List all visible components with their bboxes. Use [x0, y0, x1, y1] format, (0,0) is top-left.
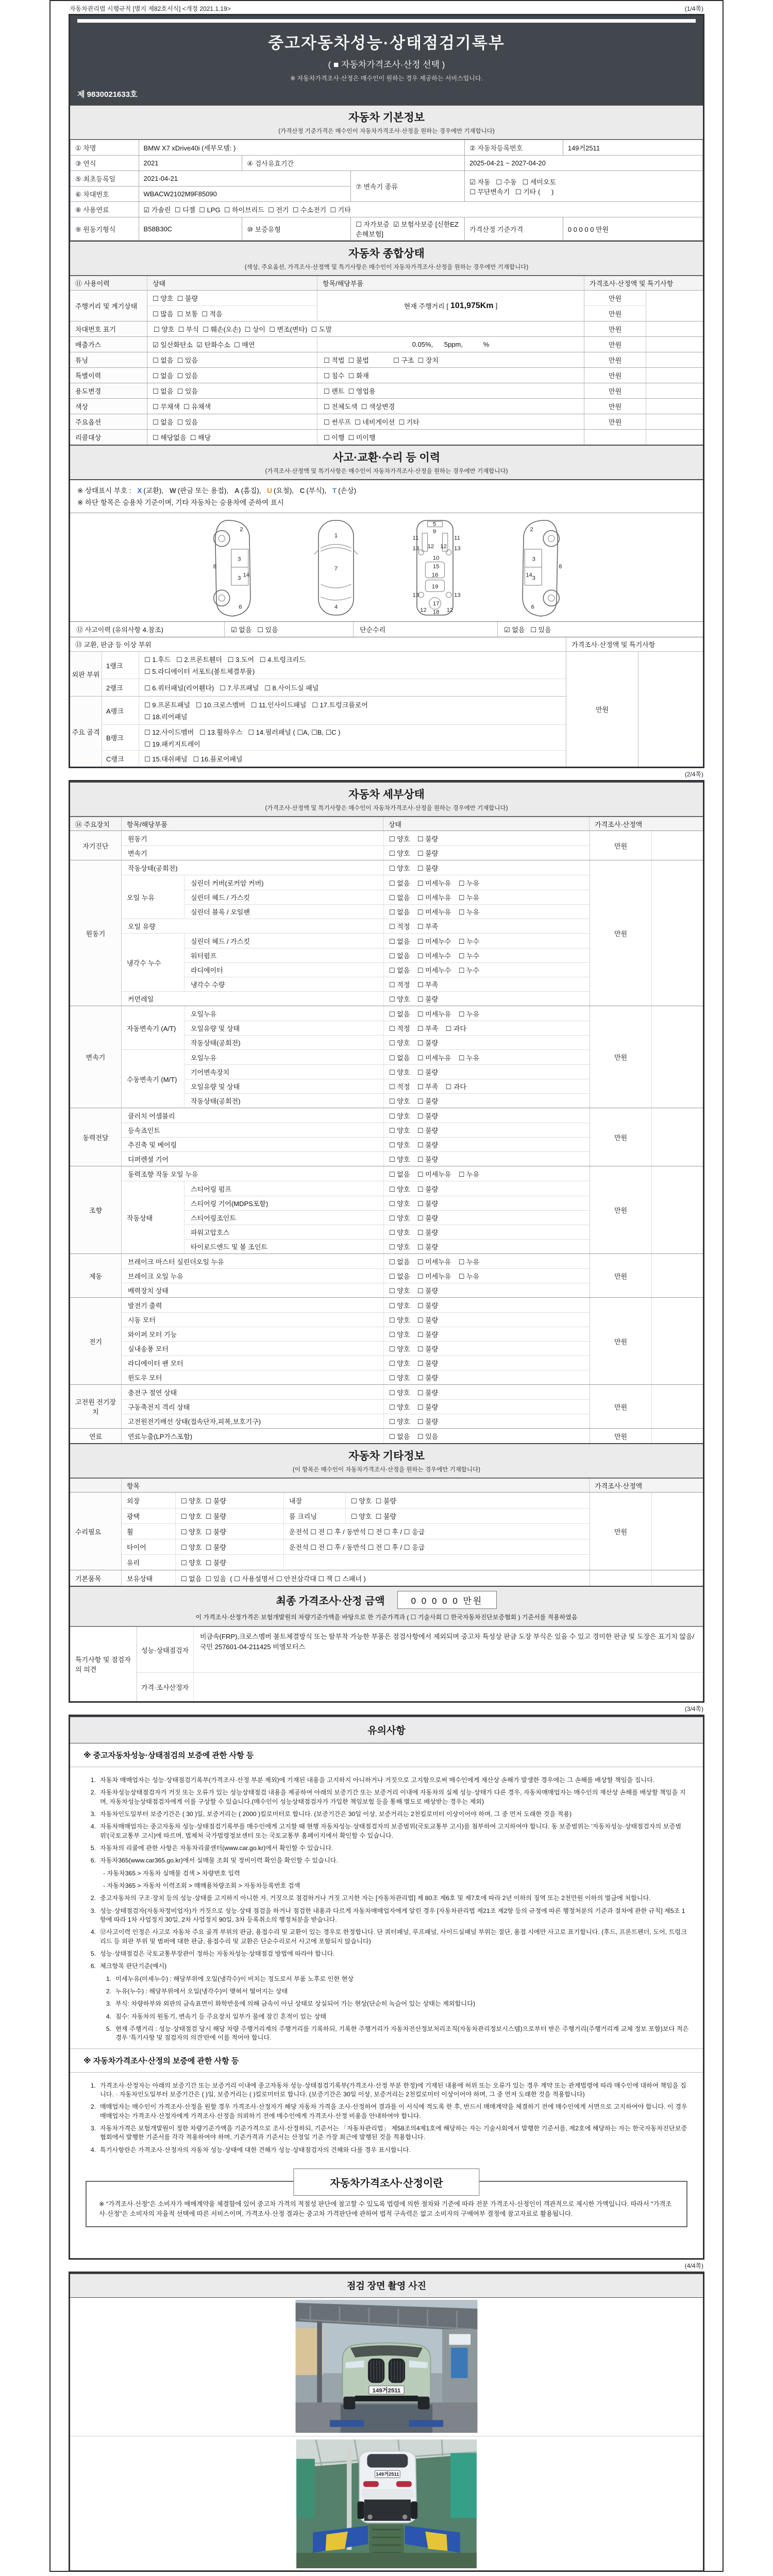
etc-repair-group: 수리필요 외장 ☐ 양호 ☐ 불량 내장 ☐ 양호 ☐ 불량 광택 ☐ 양호 ☐ 불량 룸 크리닝 ☐ 양호 ☐ 불량 휠 ☐ 양호 ☐ 불량 운전석 ☐ 전 ☐ 후 / 동반석 ☐ 전 ☐ 후 / ☐ 응급 타이어 ☐ 양호 ☐ 불량 운전석 ☐ 전 ☐ 후 / 동반석 ☐ 전 ☐ 후 / ☐ 응급 유리 ☐ 양호 ☐ 불량 만원: [70, 1492, 703, 1570]
detail-band: [70, 782, 703, 817]
notice-title: 유의사항: [367, 1725, 406, 1736]
notice-band: [70, 1716, 703, 1743]
transmission-label: ⑦ 변속기 종류: [351, 171, 465, 202]
group-powertrain: 동력전달 클러치 어셈블리 ☐ 양호 ☐ 불량 등속죠인트 ☐ 양호 ☐ 불량 추진축 및 베어링 ☐ 양호 ☐ 불량 디퍼렌셜 기어 ☐ 양호 ☐ 불량 만원: [70, 1108, 703, 1166]
simple-repair-state: ☑ 없음 ☐ 있음: [504, 626, 551, 634]
legend-code-t: T: [332, 487, 337, 495]
legend-code-x: X: [137, 487, 142, 495]
svg-text:8: 8: [559, 564, 562, 570]
first-reg-label: ⑤ 최초등록일: [71, 171, 139, 187]
remarks-label: 특기사항 및 점검자의 의견: [70, 1627, 137, 1701]
svg-text:16: 16: [431, 572, 439, 579]
transmission-options-line2: ☐ 무단변속기 ☐ 기타 ( ): [469, 188, 554, 196]
outer-panel-group: 외판 부위 1랭크 ☐ 1.후드 ☐ 2.프론트휀더 ☐ 3.도어 ☐ 4.트렁크리드 ☐ 5.라디에이터 서포트(볼트체결부품) 2랭크 ☐ 6.쿼터패널(리어휀다) ☐ 7.루프패널 ☐ 8.사이드실 패널: [70, 652, 566, 696]
panel-title: ⑬ 교환, 판금 등 이상 부위: [75, 641, 152, 649]
col-state: 상태: [147, 276, 317, 290]
inspection-value: 2025-04-21 ~ 2027-04-20: [465, 156, 703, 171]
svg-text:13: 13: [412, 592, 419, 599]
final-price-note: 이 가격조사·산정가격은 보험개발원의 차량기준가액을 바탕으로 한 기준가격과 ( ☐ 기술사회 ☐ 한국자동차진단보증협회 ) 기준서를 적용하였음: [195, 1614, 578, 1621]
accident-band: [70, 445, 703, 480]
overall-band: [70, 241, 703, 276]
transmission-options: [465, 171, 703, 202]
final-price-amount: 0 0 0 0 0 만원: [397, 1591, 497, 1609]
row-vin-mark: 차대번호 표기 ☐ 양호 ☐ 부식 ☐ 훼손(오손) ☐ 상이 ☐ 변조(변타) ☐ 도말 만원: [70, 321, 703, 336]
price-definition-box: [86, 2177, 687, 2227]
svg-text:6: 6: [239, 604, 242, 611]
page-3: [69, 1715, 704, 2260]
document-note: ※ 자동차가격조사·산정은 매수인이 원하는 경우 제공하는 서비스입니다.: [290, 75, 483, 82]
top-meta-line: [69, 1, 704, 14]
svg-text:6: 6: [531, 604, 534, 611]
legend-note: ※ 하단 항목은 승용차 기준이며, 기타 자동차는 승용차에 준하여 표시: [77, 499, 284, 506]
svg-text:2: 2: [240, 526, 243, 533]
car-name-value: BMW X7 xDrive40i (세부모델: ): [139, 140, 465, 156]
panel-price-col: 가격조사·산정액 및 특기사항: [566, 637, 703, 651]
svg-text:11: 11: [454, 535, 460, 541]
page-4: [69, 2272, 704, 2572]
svg-text:149거2511: 149거2511: [376, 2471, 399, 2477]
svg-text:8: 8: [213, 564, 217, 570]
group-steering: 조향 동력조향 작동 오일 누유 ☐ 없음 ☐ 미세누유 ☐ 누유 작동상태 스티어링 펌프 ☐ 양호 ☐ 불량 스티어링 기어(MDPS포함) ☐ 양호 ☐ 불량 스티어링조인트 ☐ 양호 ☐ 불량 파워고압호스 ☐ 양호 ☐ 불량 타이로드엔드 및 볼 조인트 ☐ 양호 ☐ 불량 만원: [70, 1166, 703, 1253]
mileage-pre: 현재 주행거리 [: [404, 302, 448, 310]
mileage-post: ]: [495, 302, 498, 310]
etc-basic-items-group: 기본품목 보유상태 ☐ 없음 ☐ 있음 ( ☐ 사용설명서 ☐ 안전삼각대 ☐ 잭 ☐ 스패너 ): [70, 1570, 703, 1586]
row-color: 색상 ☐ 무채색 ☐ 유채색 ☐ 전체도색 ☐ 색상변경 만원: [70, 398, 703, 414]
mileage-remark: [646, 291, 703, 321]
accident-history-row: [70, 621, 703, 637]
svg-text:5: 5: [432, 521, 436, 528]
detail-table-header: ⑭ 주요장치 항목/해당부품 상태 가격조사·산정액: [70, 817, 703, 831]
overall-subtitle: (색상, 주요옵션, 가격조사·산정액 및 특기사항은 매수인이 자동차가격조사·산정을 원하는 경우에만 기재합니다): [244, 264, 529, 270]
col-use-history: ⑪ 사용이력: [70, 276, 147, 290]
panel-remark-blank: [638, 652, 703, 767]
mileage-state-2: ☐ 많음 ☐ 보통 ☐ 적음: [147, 306, 317, 321]
etc-subtitle: (이 항목은 매수인이 자동차가격조사·산정을 원하는 경우에만 기재합니다): [293, 1467, 480, 1473]
inspection-label: ④ 검사유효기간: [242, 156, 465, 171]
overall-table-header: [70, 276, 703, 290]
row-special-history: 특별이력 ☐ 없음 ☐ 있음 ☐ 침수 ☐ 화재 만원: [70, 367, 703, 383]
notice-section1-title: ※ 중고자동차성능·상태점검의 보증에 관한 사항 등: [70, 1743, 703, 1767]
svg-text:3: 3: [238, 556, 241, 563]
price-definition-text: ※ "가격조사·산정"은 소비자가 매매계약을 체결함에 있어 중고차 가격의 적절성 판단에 참고할 수 있도록 법령에 의한 절차와 기준에 따라 전문 가격조사·산정인이 객관적으로 제시한 가액입니다. 따라서 "가격조사·산정"은 소비자의 자율적 선택에 따른 서비스이며, 가격조사·산정 결과는 중고차 가격판단에 관하여 법적 구속력은 없고 소비자의 구매여부 결정에 참고자료로 활용됩니다.: [99, 2200, 672, 2218]
svg-text:2: 2: [530, 526, 533, 533]
legend-code-a: A: [234, 487, 240, 495]
base-price-value: 0 0 0 0 0 만원: [563, 217, 702, 241]
row-usage-change: 용도변경 ☐ 없음 ☐ 있음 ☐ 렌트 ☐ 영업용 만원: [70, 383, 703, 398]
reg-no-label: ② 자동차등록번호: [465, 140, 563, 156]
final-price-band: [70, 1586, 703, 1626]
year-label: ③ 연식: [71, 156, 139, 171]
svg-text:17: 17: [432, 601, 440, 607]
svg-text:4: 4: [334, 604, 338, 611]
svg-text:3: 3: [532, 556, 535, 563]
group-electric: 전기 발전기 출력 ☐ 양호 ☐ 불량 시동 모터 ☐ 양호 ☐ 불량 와이퍼 모터 기능 ☐ 양호 ☐ 불량 실내송풍 모터 ☐ 양호 ☐ 불량 라디에이터 팬 모터 ☐ 양호 ☐ 불량 윈도우 모터 ☐ 양호 ☐ 불량 만원: [70, 1297, 703, 1384]
etc-band: [70, 1443, 703, 1478]
simple-repair-label: 단순수리: [354, 622, 498, 637]
document-frame: [49, 0, 724, 2572]
document-title: 중고자동차성능·상태점검기록부: [268, 34, 505, 52]
mileage-state-1: ☐ 양호 ☐ 불량: [153, 295, 198, 303]
fuel-options: ☑ 가솔린 ☐ 디젤 ☐ LPG ☐ 하이브리드 ☐ 전기 ☐ 수소전기 ☐ 기타: [139, 202, 702, 217]
car-damage-diagram: [70, 513, 703, 621]
svg-text:1: 1: [334, 533, 338, 539]
car-top-view: [302, 517, 370, 618]
svg-text:13: 13: [454, 545, 461, 552]
photos-title: 점검 장면 촬영 사진: [346, 2281, 427, 2291]
group-high-voltage: 고전원 전기장치 충전구 절연 상태 ☐ 양호 ☐ 불량 구동축전지 격리 상태 ☐ 양호 ☐ 불량 고전원전기배선 상태(접속단자,피복,보호기구) ☐ 양호 ☐ 불량 만원: [70, 1384, 703, 1428]
accident-history-label: ⑫ 사고이력 (유의사항 4.참조): [70, 622, 225, 637]
remarks-section: [70, 1626, 703, 1701]
row-recall: 리콜대상 ☐ 해당없음 ☐ 해당 ☐ 이행 ☐ 미이행: [70, 429, 703, 445]
mileage-states: [147, 291, 317, 321]
appraiser-opinion: [194, 1673, 703, 1701]
accident-title: 사고·교환·수리 등 이력: [332, 452, 441, 464]
svg-text:149거2511: 149거2511: [372, 2387, 401, 2394]
main-frame-group: 주요 골격 A랭크 ☐ 9.프론트패널 ☐ 10.크로스멤버 ☐ 11.인사이드패널 ☐ 17.트렁크플로어 ☐ 18.리어패널 B랭크 ☐ 12.사이드멤버 ☐ 13.휠하우스 ☐ 14.필러패널 ( ☐A, ☐B, ☐C ) ☐ 19.패키지트레이 C랭크 ☐ 15.대쉬패널 ☐ 16.플로어패널: [70, 696, 566, 767]
svg-text:7: 7: [334, 566, 338, 572]
basic-info-title: 자동차 기본정보: [348, 112, 425, 124]
warranty-label: ⑩ 보증유형: [242, 217, 351, 241]
page-2: [69, 780, 704, 1703]
row-mileage: [70, 290, 703, 321]
legend-code-w: W: [169, 487, 176, 495]
panel-damage-table: [70, 637, 703, 767]
document-header: [70, 15, 703, 105]
panel-price-unit: 만원: [566, 652, 638, 767]
legend-code-c: C: [299, 487, 305, 495]
legend-prefix: ※ 상태표시 부호 :: [77, 487, 131, 495]
svg-text:12: 12: [440, 543, 447, 550]
first-reg-value: 2021-04-21: [139, 171, 351, 187]
svg-text:15: 15: [432, 564, 440, 570]
base-price-label: 가격산정 기준가격: [465, 217, 563, 241]
car-bottom-view: [399, 517, 471, 618]
detail-subtitle: (가격조사·산정액 및 특기사항은 매수인이 자동차가격조사·산정을 원하는 경우에만 기재합니다): [265, 805, 508, 811]
price-definition-title: 자동차가격조사·산정이란: [293, 2168, 479, 2196]
notice-body: 1. 자동차 매매업자는 성능·상태점검기록부(가격조사·산정 부분 제외)에 기재된 내용을 고지하지 아니하거나 거짓으로 고지함으로써 매수인에게 재산상 손해가 발생한 경우에는 그 손해를 배상할 책임을 집니다. 2. 자동차성능상태점검자가 거짓 또는 오류가 있는 성능상태점검 내용을 제공하여 아래의 보증기간 또는 보증거리 이내에 자동차의 실제 성능·상태가 다른 경우, 자동차매매업자는 매수인의 재산상 손해를 배상할 책임을 지며, 자동차성능상태점검자에게 이를 구상할 수 있습니다.(매수인이 성능상태점검자가 가입한 책임보험 등을 통해 별도로 배상받는 경우는 제외) 3. 자동차인도일부터 보증기간은 ( 30 )일, 보증거리는 ( 2000 )킬로미터로 합니다. (보증기간은 30일 이상, 보증거리는 2천킬로미터 이상이어야 하며, 그 중 먼저 도래한 것을 적용) 4. 자동차매매업자는 중고자동차 성능·상태점검기록부를 매수인에게 고지할 때 현행 자동차성능·상태점검자의 보증범위(국토교통부 고시)를 첨부하여 고지하여야 합니다. 동 보증범위는 '자동차성능·상태점검자의 보증범위'(국토교통부 고시)에 따르며, 법제처 국가법령정보센터 또는 국토교통부 홈페이지에서 확인할 수 있습니다. 5. 자동차의 리콜에 관한 사항은 자동차리콜센터(www.car.go.kr)에서 확인할 수 있습니다. 6. 자동차365(www.car365.go.kr)에서 실매물 조회 및 정비이력 확인을 확인할 수 있습니다. - 자동차365 > 자동차 실매물 검색 > 차량번호 입력 - 자동차365 > 자동차 이력조회 > 매매용차량조회 > 자동차등록번호 검색 2. 중고자동차의 구조·장치 등의 성능·상태를 고지하지 아니한 자, 거짓으로 점검하거나 거짓 고지한 자는 [자동차관리법] 제 80조 제6호 및 제7호에 따라 2년 이하의 징역 또는 2천만원 이하의 벌금에 처합니다. 3. 성능·상태점검자(자동차정비업자)가 거짓으로 성능·상태 점검을 하거나 점검한 내용과 다르게 자동차매매업자에게 알린 경우 [자동차관리법 제21조 제2항 등의 규정에 따른 행정처분의 기준과 절차에 관한 규칙] 제5조 1항에 따라 1차 사업정지 30일, 2차 사업정지 90일, 3차 등록취소의 행정처분을 받습니다. 4. ⑫사고이력 인정은 사고로 자동차 주요 골격 부위의 판금, 용접수리 및 교환이 있는 경우로 한정합니다. 단 쿼터패널, 루프패널, 사이드실패널 부위는 절단, 용접 시에만 사고로 표기합니다. (후드, 프론트펜더, 도어, 트렁크리드 등 외판 부위 및 범퍼에 대한 판금, 용접수리 및 교환은 단순수리로서 사고에 포함되지 않습니다) 5. 성능·상태점검은 국토교통부장관이 정하는 자동차성능·상태점검 방법에 따라야 합니다. 6. 체크항목 판단기준(예시) 1. 미세누유(미세누수) : 해당부위에 오일(냉각수)이 비치는 정도로서 부품 노후로 인한 현상 2. 누유(누수) : 해당부위에서 오일(냉각수)이 맺혀서 떨어지는 상태 3. 부식: 차량하부와 외판의 금속표면이 화학반응에 의해 금속이 아닌 상태로 상실되어 가는 현상(단순히 녹슬어 있는 상태는 제외합니다) 4. 침수: 자동차의 원동기, 변속기 등 주요장치 일부가 물에 잠긴 흔적이 있는 상태 5. 현재 주행거리 : 성능·상태점검 당시 해당 차량 주행거리계의 주행거리를 기록하되, 기록한 주행거리가 자동차전산정보처리조직(자동차관리정보시스템)으로부터 받은 주행거리(주행거리계 교체 정보 포함)보다 적은 경우 '특기사항 및 점검자의 의견'란에 이를 적어야 합니다.: [90, 1776, 689, 2042]
row-emission: 배출가스 ☑ 일산화탄소 ☑ 탄화수소 ☐ 매연 0.05%, 5ppm, % 만원: [70, 336, 703, 352]
vin-label: ⑥ 차대번호: [71, 187, 139, 202]
col-price: 가격조사·산정액 및 특기사항: [590, 280, 674, 287]
svg-text:10: 10: [432, 555, 440, 562]
mileage-price: 만원 만원: [584, 291, 646, 321]
inspector-opinion: 비금속(FRP),크로스멤버 볼트체결방식 또는 탈부착 가능한 부품은 점검사항에서 제외되며 중고차 특성상 판금 도장 부식은 있을 수 있고 경미한 판금 및 도장은 표기치 않음/국민 257601-04-211425 비엠모터스: [200, 1633, 695, 1651]
header-bar: [77, 19, 696, 23]
mileage-current: [317, 291, 584, 321]
notice-section2-title: ※ 자동차가격조사·산정의 보증에 관한 사항 등: [70, 2048, 703, 2073]
detail-title: 자동차 세부상태: [348, 789, 425, 801]
group-fuel: 연료 연료누출(LP가스포함) ☐ 없음 ☐ 있음 만원: [70, 1428, 703, 1443]
group-brake: 제동 브레이크 마스터 실린더오일 누유 ☐ 없음 ☐ 미세누유 ☐ 누유 브레이크 오일 누유 ☐ 없음 ☐ 미세누유 ☐ 누유 배력장치 상태 ☐ 양호 ☐ 불량 만원: [70, 1253, 703, 1297]
price-notice-body: 1. 가격조사·산정자는 아래의 보증기간 또는 보증거리 이내에 중고자동차 성능·상태점검기록부(가격조사·산정 부분 한정)에 기재된 내용에 허위 또는 오류가 있는 경우 계약 또는 관계법령에 따라 매수인에 대하여 책임을 집니다. · 자동차인도일부터 보증기간은 ( )일, 보증거리는 ( )킬로미터로 합니다. (보증기간은 30일 이상, 보증거리는 2천킬로미터 이상이어야 하며, 그 중 먼저 도래한 것을 적용합니다) 2. 매매업자는 매수인이 가격조사·산정을 원할 경우 가격조사·산정자가 해당 자동차 가격을 조사·산정하여 결과를 이 서식에 적도록 한 후, 반드시 매매계약을 체결하기 전에 매수인에게 서면으로 고지하여야 합니다. 이 경우 매매업자는 가격조사·산정자에게 가격조사·산정을 의뢰하기 전에 매수인에게 가격조사·산정 비용을 안내하여야 합니다. 3. 자동차가격은 보험개발원이 정한 차량기준가액을 기준가격으로 조사·산정하되, 기준서는 「자동차관리법」 제58조의4제1호에 해당하는 자는 기술사회에서 발행한 기준서를, 제2호에 해당하는 자는 한국자동차진단보증협회에서 발행한 기준서를 각각 적용하여야 하며, 기준가격과 기준서는 산정일 기준 가장 최근에 발행된 것을 적용합니다. 4. 특기사항란은 가격조사·산정자의 자동차 성능·상태에 대한 견해가 성능·상태점검자의 견해와 다를 경우 표시합니다.: [90, 2081, 687, 2154]
vin-value: WBACW2102M9F85090: [139, 187, 351, 202]
group-transmission: 변속기 자동변속기 (A/T) 오일누유 ☐ 없음 ☐ 미세누유 ☐ 누유 오일유량 및 상태 ☐ 적정 ☐ 부족 ☐ 과다 작동상태(공회전) ☐ 양호 ☐ 불량 수동변속기 (M/T) 오일누유 ☐ 없음 ☐ 미세누유 ☐ 누유 기어변속장치 ☐ 양호 ☐ 불량 오일유량 및 상태 ☐ 적정 ☐ 부족 ☐ 과다 작동상태(공회전) ☐ 양호 ☐ 불량 만원: [70, 1006, 703, 1108]
page-mark-2: (2/4쪽): [684, 771, 703, 778]
svg-text:18: 18: [432, 609, 440, 616]
etc-table-header: 항목 가격조사·산정액: [70, 1478, 703, 1492]
transmission-options-line1: ☑ 자동 ☐ 수동 ☐ 세미오토: [469, 178, 557, 186]
basic-info-band: [70, 105, 703, 140]
car-name-label: ① 차명: [71, 140, 139, 156]
svg-text:14: 14: [243, 572, 250, 579]
svg-text:13: 13: [454, 592, 461, 599]
basic-info-subtitle: (가격산정 기준가격은 매수인이 자동차가격조사·산정을 원하는 경우에만 기재합니다): [278, 128, 495, 134]
accident-history-state: ☑ 없음 ☐ 있음: [225, 622, 354, 637]
page-mark-4: (4/4쪽): [684, 2262, 703, 2269]
reg-no-value: 149거2511: [563, 140, 702, 156]
row-tuning: 튜닝 ☐ 없음 ☐ 있음 ☐ 적법 ☐ 불법 ☐ 구조 ☐ 장치 만원: [70, 352, 703, 367]
svg-text:3: 3: [532, 575, 535, 582]
appraiser-label: 가격·조사산정자: [137, 1673, 194, 1701]
svg-text:3: 3: [238, 575, 241, 582]
final-price-label: 최종 가격조사·산정 금액: [276, 1596, 385, 1607]
svg-text:14: 14: [526, 572, 532, 579]
basic-info-table: [70, 140, 703, 241]
overall-table: [70, 276, 703, 445]
photos-band: [70, 2273, 703, 2298]
svg-text:19: 19: [431, 584, 439, 590]
col-item: 항목/해당부품: [317, 276, 584, 290]
accident-subtitle: (가격조사·산정액 및 특기사항은 매수인이 자동차가격조사·산정을 원하는 경우에만 기재합니다): [265, 468, 508, 474]
svg-text:11: 11: [412, 535, 419, 541]
group-engine: 원동기 작동상태(공회전) ☐ 양호 ☐ 불량 오일 누유 실린더 커버(로커암 커버) ☐ 없음 ☐ 미세누유 ☐ 누유 실린더 헤드 / 가스킷 ☐ 없음 ☐ 미세누유 ☐ 누유 실린더 블록 / 오일팬 ☐ 없음 ☐ 미세누유 ☐ 누유 오일 유량 ☐ 적정 ☐ 부족 냉각수 누수 실린더 헤드 / 가스킷 ☐ 없음 ☐ 미세누수 ☐ 누수 워터펌프 ☐ 없음 ☐ 미세누수 ☐ 누수 라디에이터 ☐ 없음 ☐ 미세누수 ☐ 누수 냉각수 수량 ☐ 적정 ☐ 부족 커먼레일 ☐ 양호 ☐ 불량 만원: [70, 860, 703, 1006]
etc-title: 자동차 기타정보: [348, 1450, 425, 1462]
page-mark-1: (1/4쪽): [684, 5, 703, 12]
signature-section: [70, 2570, 703, 2572]
inspection-photo-rear: [70, 2437, 703, 2570]
svg-text:12: 12: [446, 607, 453, 614]
mileage-label: 주행거리 및 계기상태: [70, 291, 147, 321]
row-options: 주요옵션 ☐ 없음 ☐ 있음 ☐ 썬루프 ☐ 네비게이션 ☐ 기타 만원: [70, 414, 703, 429]
regulation-text: 자동차관리법 시행규칙 [별지 제82호서식] <개정 2021.1.19>: [70, 5, 231, 12]
year-value: 2021: [139, 156, 242, 171]
car-side-right-view: [500, 517, 577, 618]
svg-text:13: 13: [412, 545, 419, 552]
engine-type-label: ⑨ 원동기형식: [71, 217, 139, 241]
mileage-value: 101,975Km: [450, 301, 494, 310]
fuel-label: ⑧ 사용연료: [71, 202, 139, 217]
svg-text:12: 12: [420, 607, 427, 614]
overall-title: 자동차 종합상태: [348, 248, 425, 260]
page-1: [69, 14, 704, 768]
inspection-photo-front: [70, 2298, 703, 2435]
svg-text:12: 12: [427, 543, 434, 550]
state-code-legend: ※ 상태표시 부호 : X (교환), W (판금 또는 용접), A (흠집), U (요철), C (부식), T (손상) ※ 하단 항목은 승용차 기준이며, 기타 자동차는 승용차에 준하여 표시: [70, 480, 703, 513]
car-side-left-view: [196, 517, 273, 618]
engine-type-value: B58B30C: [139, 217, 242, 241]
page-mark-3: (3/4쪽): [684, 1705, 703, 1713]
warranty-options: ☐ 자가보증 ☑ 보험사보증 [신한EZ손해보험]: [351, 217, 465, 241]
group-self-diagnosis: 자기진단 원동기 ☐ 양호 ☐ 불량 변속기 ☐ 양호 ☐ 불량 만원: [70, 831, 703, 860]
legend-code-u: U: [267, 487, 273, 495]
document-subtitle: ( ■ 자동차가격조사·산정 선택 ): [328, 60, 445, 70]
inspector-label: 성능·상태점검자: [137, 1627, 194, 1672]
svg-text:9: 9: [432, 528, 436, 535]
document-number: 제 9830021633호: [77, 90, 138, 99]
